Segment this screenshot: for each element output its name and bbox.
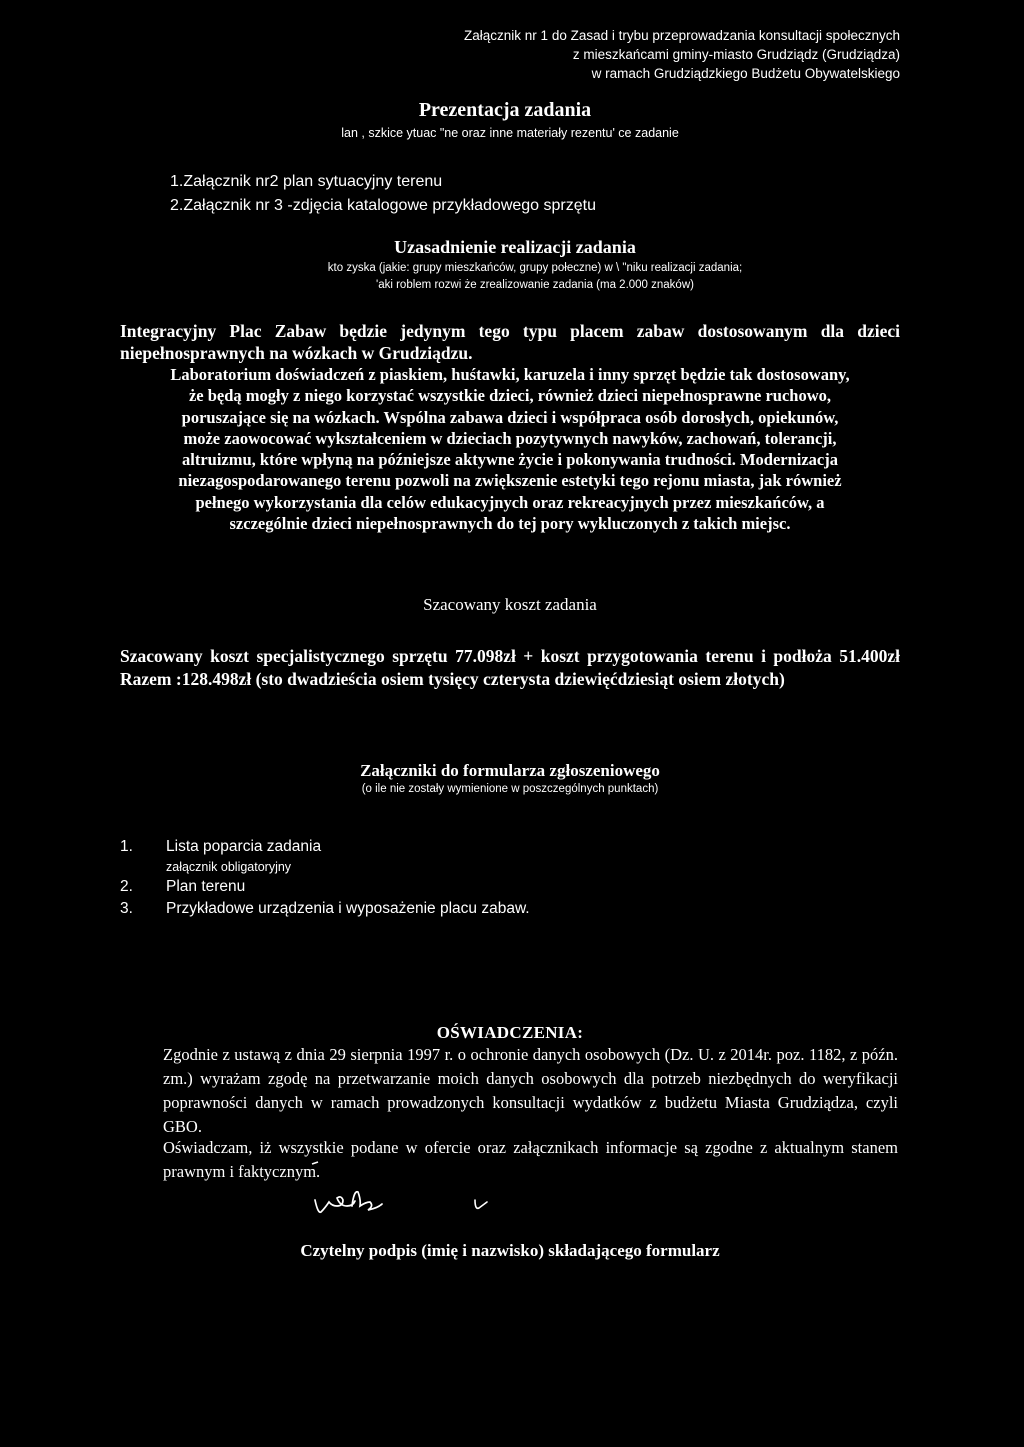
- prezentacja-item: 1.Załącznik nr2 plan sytuacyjny terenu: [170, 173, 443, 190]
- uzasadnienie-paragraph-2: [115, 364, 905, 534]
- para2-line: pełnego wykorzystania dla celów edukacyjnych oraz rekreacyjnych przez mieszkańców, a: [195, 492, 825, 512]
- para2-line: szczególnie dzieci niepełnosprawnych do tej pory wykluczonych z takich miejsc.: [229, 514, 791, 534]
- para2-line: że będą mogły z niego korzystać wszystkie dzieci, również dzieci niepełnosprawne ruchowo,: [188, 386, 832, 406]
- prezentacja-subtitle: lan , szkice ytuac "ne oraz inne materiały rezentu' ce zadanie: [341, 126, 679, 140]
- header-line-3: w ramach Grudziądzkiego Budżetu Obywatelskiego: [591, 66, 900, 81]
- list-item-label: Plan terenu: [166, 878, 246, 895]
- uzasadnienie-title: Uzasadnienie realizacji zadania: [394, 237, 636, 257]
- zalaczniki-subtitle: (o ile nie zostały wymienione w poszczególnych punktach): [361, 783, 659, 795]
- oswiadczenia-paragraph-2: Oświadczam, iż wszystkie podane w ofercie oraz załącznikach informacje są zgodne z aktualnym stanem prawnym i faktycznym.: [163, 1138, 898, 1181]
- list-item-number: 3.: [120, 900, 133, 917]
- list-item-label: Lista poparcia zadania: [166, 838, 322, 855]
- header-line-1: Załącznik nr 1 do Zasad i trybu przeprowadzania konsultacji społecznych: [464, 28, 900, 43]
- para2-line: Laboratorium doświadczeń z piaskiem, huśtawki, karuzela i inny sprzęt będzie tak dostosowany,: [170, 365, 850, 384]
- list-item: [120, 876, 620, 898]
- list-item: [120, 836, 620, 858]
- koszt-text: Szacowany koszt specjalistycznego sprzętu 77.098zł + koszt przygotowania terenu i podłoża 51.400zł Razem :128.498zł (sto dwadzieścia osiem tysięcy czterysta dziewięćdziesiąt osiem złotych): [120, 646, 900, 689]
- prezentacja-title: Prezentacja zadania: [418, 99, 592, 121]
- uzasadnienie-subtitle: [210, 260, 860, 294]
- oswiadczenia-title: OŚWIADCZENIA:: [436, 1023, 584, 1042]
- prezentacja-item: 2.Załącznik nr 3 -zdjęcia katalogowe przykładowego sprzętu: [170, 197, 596, 214]
- document-header: [380, 26, 900, 83]
- header-line-2: z mieszkańcami gminy-miasto Grudziądz (Grudziądza): [572, 47, 900, 62]
- handwritten-signature: [300, 1160, 640, 1230]
- list-item-number: 1.: [120, 838, 133, 855]
- para2-line: niezagospodarowanego terenu pozwoli na zwiększenie estetyki tego rejonu miasta, jak również: [178, 471, 842, 491]
- uzasadnienie-sub-1: kto zyska (jakie: grupy mieszkańców, grupy połeczne) w \ "niku realizacji zadania;: [327, 262, 743, 274]
- para2-line: może zaowocować wykształceniem w dzieciach pozytywnych nawyków, zachowań, tolerancji,: [183, 428, 837, 448]
- list-item-label: Przykładowe urządzenia i wyposażenie placu zabaw.: [166, 900, 530, 917]
- uzasadnienie-paragraph-1: Integracyjny Plac Zabaw będzie jedynym tego typu placem zabaw dostosowanym dla dzieci niepełnosprawnych na wózkach w Grudziądzu.: [120, 321, 900, 363]
- para2-line: poruszające się na wózkach. Wspólna zabawa dzieci i współpraca osób dorosłych, opiekunów,: [181, 407, 839, 427]
- zalaczniki-list: [120, 836, 620, 920]
- list-item-note: załącznik obligatoryjny: [166, 860, 292, 874]
- para2-line: altruizmu, które wpłyną na późniejsze aktywne życie i pokonywania trudności. Modernizacja: [181, 450, 838, 470]
- list-item: [120, 898, 620, 920]
- signature-caption: Czytelny podpis (imię i nazwisko) składającego formularz: [300, 1241, 720, 1260]
- oswiadczenia-paragraph-1: Zgodnie z ustawą z dnia 29 sierpnia 1997 r. o ochronie danych osobowych (Dz. U. z 2014r. poz. 1182, z późn. zm.) wyrażam zgodę na przetwarzanie moich danych osobowych dla potrzeb niezbędnych do weryfikacji poprawności danych w ramach prowadzonych konsultacji wydatków z budżetu Miasta Grudziądza, czyli GBO.: [163, 1045, 898, 1136]
- list-item-number: 2.: [120, 878, 133, 895]
- prezentacja-list: [170, 170, 730, 218]
- zalaczniki-title: Załączniki do formularza zgłoszeniowego: [360, 761, 660, 780]
- uzasadnienie-sub-2: 'aki roblem rozwi że zrealizowanie zadania (ma 2.000 znaków): [376, 279, 694, 291]
- koszt-title: Szacowany koszt zadania: [423, 595, 597, 614]
